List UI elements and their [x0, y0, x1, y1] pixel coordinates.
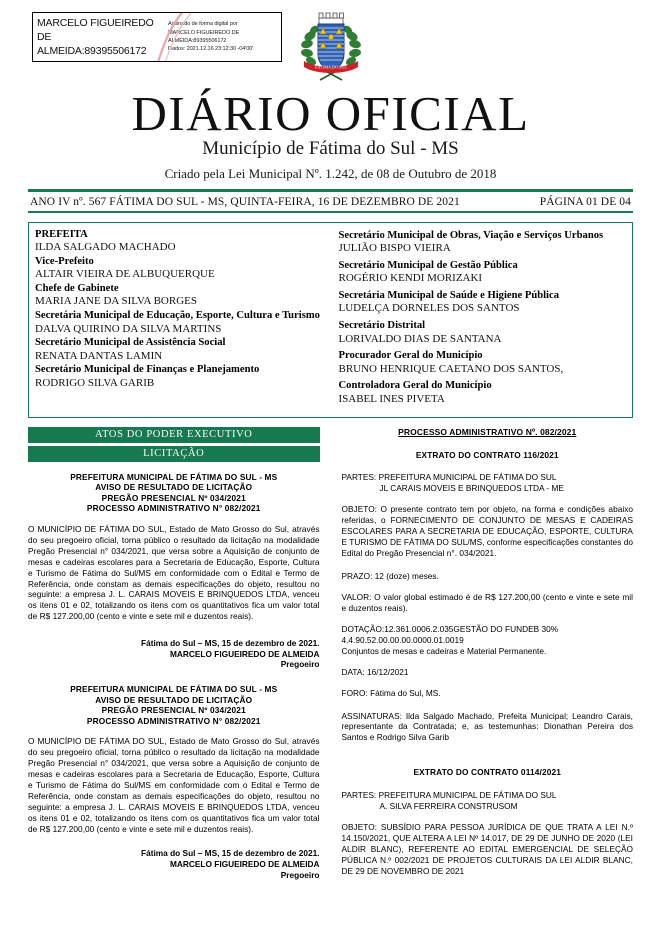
notice2-sign-place: Fátima do Sul – MS, 15 de dezembro de 2021. — [141, 848, 320, 859]
spacer — [342, 678, 634, 688]
notice1-sign-name: MARCELO FIGUEIREDO DE ALMEIDA — [170, 648, 320, 659]
official-role: Secretário Distrital — [338, 320, 426, 332]
signature-name-block — [33, 16, 165, 58]
notice2-heading-2: AVISO DE RESULTADO DE LICITAÇÃO — [95, 694, 253, 705]
signature-detail-block — [165, 20, 253, 54]
notice2-sign-name: MARCELO FIGUEIREDO DE ALMEIDA — [170, 859, 320, 870]
notice2-heading-4: PROCESSO ADMINISTRATIVO N° 082/2021 — [86, 715, 261, 726]
spacer — [342, 743, 634, 767]
left-column — [28, 427, 331, 881]
notice1-heading-2: AVISO DE RESULTADO DE LICITAÇÃO — [95, 482, 253, 493]
contract1-dotacao-3: Conjuntos de mesas e cadeiras e Material Permanente. — [341, 645, 547, 656]
process-title: PROCESSO ADMINISTRATIVO Nº. 082/2021 — [398, 426, 577, 437]
contract2-partes-line-1 — [342, 790, 634, 801]
edition-info: ANO IV nº. 567 FÁTIMA DO SUL - MS, QUINTA-FEIRA, 16 DE DEZEMBRO DE 2021 — [30, 195, 460, 208]
signature-detail-line-4: Dados: 2021.12.16 23:12:30 -04'00' — [168, 46, 254, 53]
signature-detail-line-3: ALMEIDA:89395506172 — [168, 38, 227, 44]
signature-name-line-1: MARCELO FIGUEIREDO — [37, 17, 154, 29]
section-banner-atos: ATOS DO PODER EXECUTIVO — [28, 427, 320, 443]
official-person: MARIA JANE DA SILVA BORGES — [35, 295, 197, 308]
official-person: JULIÃO BISPO VIEIRA — [338, 242, 451, 255]
coat-of-arms-icon — [300, 10, 362, 86]
contract1-partes-label: PARTES: — [341, 472, 377, 483]
notice1-heading-1: PREFEITURA MUNICIPAL DE FÁTIMA DO SUL - MS — [70, 471, 278, 482]
notice2-body: O MUNICÍPIO DE FÁTIMA DO SUL, Estado de Mato Grosso do Sul, através do seu pregoeiro oficial, torna público o resultado da licitação na modalidade Pregão Presencial n° 034/2021, que versa sobre a Aquisição de conjunto de mesas e cadeiras escolares para a Secretaria de Educação, Esporte, Cultura e Turismo de Fátima do Sul/MS em conformidade com o Edital e Termo de Referência, onde constam as demais especificações do objeto, resultou no seguinte: a empresa J. L. CARAIS MOVEIS E BRINQUEDOS LTDA, venceu os itens 01 e 02, totalizando os itens com os quantitativos fica um valor total de R$ 127.200,00 (cento e vinte e sete mil e duzentos reais). — [28, 736, 320, 834]
officials-left-column — [35, 228, 331, 410]
official-role: Secretário Municipal de Obras, Viação e Serviços Urbanos — [338, 229, 604, 241]
spacer — [342, 657, 634, 667]
notice1-heading-3: PREGÃO PRESENCIAL Nº 034/2021 — [101, 492, 246, 503]
official-person: LUDELÇA DORNELES DOS SANTOS — [338, 302, 520, 315]
edition-line — [28, 192, 633, 211]
masthead-subtitle: Município de Fátima do Sul - MS — [202, 138, 459, 159]
spacer — [28, 670, 320, 684]
official-role: Secretário Municipal de Gestão Pública — [338, 259, 518, 271]
contract1-dotacao-1: DOTAÇÃO:12.361.0006.2.035GESTÃO DO FUNDEB 30% — [341, 623, 559, 634]
notice2-sign-role: Pregoeiro — [280, 869, 320, 880]
official-role: PREFEITA — [35, 228, 88, 240]
officials-right-column — [331, 228, 627, 410]
spacer — [342, 559, 634, 571]
spacer — [342, 460, 634, 472]
official-role: Controladora Geral do Município — [338, 380, 492, 392]
spacer — [342, 812, 634, 822]
contract2-title: EXTRATO DO CONTRATO 0114/2021 — [413, 767, 562, 778]
official-role: Secretário Municipal de Assistência Social — [35, 337, 226, 349]
contract1-partes-line-1 — [342, 472, 634, 483]
spacer — [342, 438, 634, 450]
official-person: BRUNO HENRIQUE CAETANO DOS SANTOS, — [338, 362, 564, 375]
spacer — [342, 494, 634, 504]
contract1-data: DATA: 16/12/2021 — [341, 666, 409, 677]
contract2-partes-label: PARTES: — [341, 789, 377, 800]
spacer — [342, 699, 634, 711]
official-role: Secretário Municipal de Finanças e Planejamento — [35, 364, 260, 376]
spacer — [342, 778, 634, 790]
official-person: ROGÉRIO KENDI MORIZAKI — [338, 272, 483, 285]
official-person: RODRIGO SILVA GARIB — [35, 377, 155, 390]
masthead-law-line: Criado pela Lei Municipal Nº. 1.242, de 08 de Outubro de 2018 — [164, 166, 497, 181]
spacer — [28, 622, 320, 638]
official-person: ALTAIR VIEIRA DE ALBUQUERQUE — [35, 268, 215, 281]
official-person: LORIVALDO DIAS DE SANTANA — [338, 332, 502, 345]
officials-box — [28, 222, 633, 418]
spacer — [28, 462, 320, 472]
official-person: ISABEL INES PIVETA — [338, 393, 445, 406]
notice2-heading-3: PREGÃO PRESENCIAL Nº 034/2021 — [101, 705, 246, 716]
spacer — [28, 514, 320, 524]
notice1-body: O MUNICÍPIO DE FÁTIMA DO SUL, Estado de Mato Grosso do Sul, através do seu pregoeiro oficial, torna público o resultado da licitação na modalidade Pregão Presencial n° 034/2021, que versa sobre a Aquisição de conjunto de mesas e cadeiras escolares para a Secretaria de Educação, Esporte, Cultura e Turismo de Fátima do Sul/MS em conformidade com o Edital e Termo de Referência, onde constam as demais especificações do objeto, resultou no seguinte: a empresa J. L. CARAIS MOVEIS E BRINQUEDOS LTDA, venceu os itens 01 e 02, totalizando os itens com os quantitativos fica um valor total de R$ 127.200,00 (cento e vinte e sete mil e duzentos reais). — [28, 524, 320, 622]
contract1-foro: FORO: Fátima do Sul, MS. — [341, 687, 441, 698]
notice1-heading-4: PROCESSO ADMINISTRATIVO N° 082/2021 — [86, 503, 261, 514]
contract1-objeto: OBJETO: O presente contrato tem por objeto, na forma e condições abaixo referidas, o FORNECIMENTO DE CONJUNTO DE MESAS E CADEIRAS ESCOLARES PARA A SECRETARIA DE EDUCAÇÃO, ESPORTE, CULTURA E TURISMO DE FÁTIMA DO SUL/MS, conforme especificações constantes do Edital do Pregão Presencial n°. 034/2021. — [341, 504, 633, 558]
digital-signature-stamp — [32, 12, 282, 62]
signature-name-line-3: ALMEIDA:89395506172 — [37, 45, 147, 57]
signature-name-line-2: DE — [37, 31, 52, 43]
official-role: Chefe de Gabinete — [35, 282, 119, 294]
contract1-dotacao-2: 4.4.90.52.00.00.00.0000.01.0019 — [341, 634, 464, 645]
notice1-sign-role: Pregoeiro — [280, 659, 320, 670]
contract2-partes-1: PREFEITURA MUNICIPAL DE FÁTIMA DO SUL — [378, 789, 557, 800]
section-banner-licitacao: LICITAÇÃO — [28, 446, 320, 462]
spacer — [28, 834, 320, 848]
contract1-title: EXTRATO DO CONTRATO 116/2021 — [415, 449, 559, 460]
official-role: Secretária Municipal de Educação, Esporte, Cultura e Turismo — [35, 310, 320, 322]
official-person: DALVA QUIRINO DA SILVA MARTINS — [35, 322, 222, 335]
signature-detail-line-1: Assinado de forma digital por — [168, 21, 238, 28]
contract2-partes-2: A. SILVA FERREIRA CONSTRUSOM — [379, 800, 518, 811]
contract1-partes-1: PREFEITURA MUNICIPAL DE FÁTIMA DO SUL — [378, 472, 557, 483]
official-role: Procurador Geral do Município — [338, 350, 483, 362]
contract1-partes-2: JL CARAIS MOVEIS E BRINQUEDOS LTDA - ME — [379, 483, 564, 494]
contract1-valor: VALOR: O valor global estimado é de R$ 127.200,00 (cento e vinte e sete mil e duzentos reais). — [341, 591, 633, 613]
spacer — [28, 726, 320, 736]
spacer — [342, 614, 634, 624]
official-role: Secretária Municipal de Saúde e Higiene Pública — [338, 289, 559, 301]
right-column — [331, 427, 634, 881]
contract2-objeto: OBJETO: SUBSÍDIO PARA PESSOA JURÍDICA DE QUE TRATA A LEI N.º 14.150/2021, QUE ALTERA A LEI Nº 14.017, DE 29 DE JUNHO DE 2020 (LEI ALDIR BLANC), REFERENTE AO EDITAL EMERGENCIAL DE SELEÇÃO PÚBLICA N.º 002/2021 DE PROJETOS CULTURAIS DA LEI ALDIR BLANC, DE 29 DE NOVEMBRO DE 2021 — [341, 821, 633, 876]
page-number: PÁGINA 01 DE 04 — [539, 195, 631, 208]
page-title: DIÁRIO OFICIAL — [131, 86, 530, 141]
official-person: ILDA SALGADO MACHADO — [35, 241, 176, 254]
edition-divider — [28, 211, 633, 213]
svg-text:FÁTIMA DO SUL: FÁTIMA DO SUL — [314, 64, 347, 70]
signature-detail-line-2: MARCELO FIGUEIREDO DE — [168, 29, 240, 36]
spacer — [342, 582, 634, 592]
contract1-prazo: PRAZO: 12 (doze) meses. — [341, 570, 439, 581]
official-person: RENATA DANTAS LAMIN — [35, 349, 163, 362]
contract1-assinaturas: ASSINATURAS: Ilda Salgado Machado, Prefeita Municipal; Leandro Carais, representante da Contratada; e, as testemunhas: Dionathan Pereira dos Santos e Rodrigo Silva Garib — [341, 710, 633, 743]
official-role: Vice-Prefeito — [35, 255, 94, 267]
body-columns — [28, 427, 633, 881]
notice2-heading-1: PREFEITURA MUNICIPAL DE FÁTIMA DO SUL - MS — [70, 683, 278, 694]
notice1-sign-place: Fátima do Sul – MS, 15 de dezembro de 2021. — [141, 638, 320, 649]
